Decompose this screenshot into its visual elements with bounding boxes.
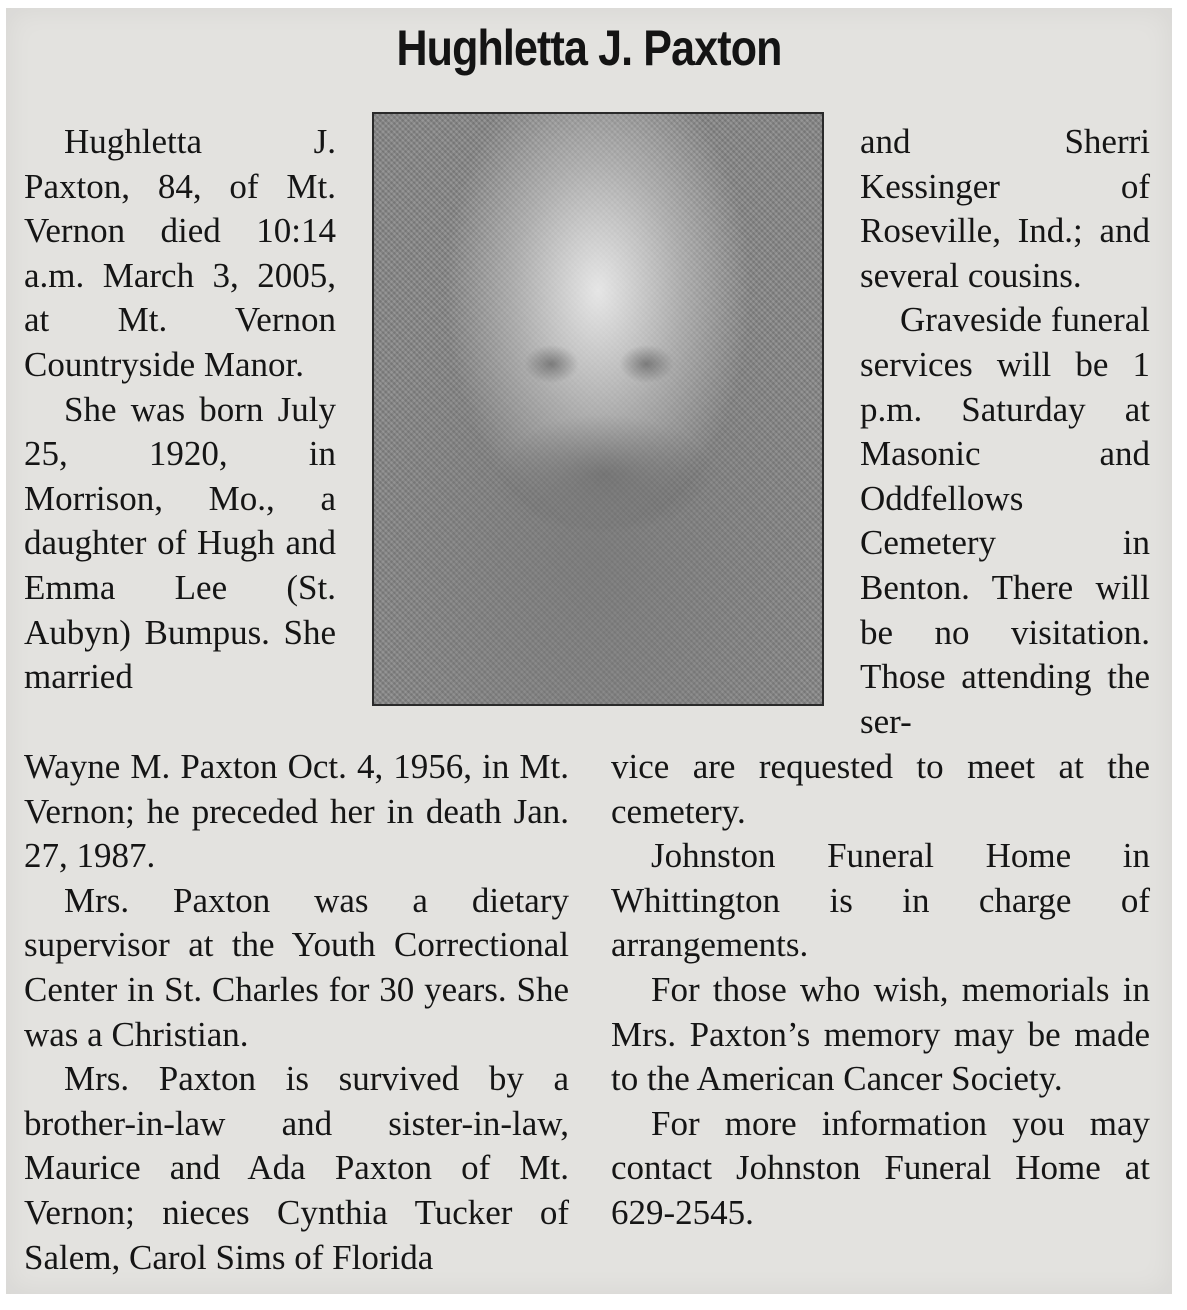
left-column-top — [24, 120, 336, 700]
paragraph-funeral-home: Johnston Funeral Home in Whittington is in charge of arrangements. — [611, 836, 1150, 965]
paragraph-birth: She was born July 25, 1920, in Morrison, Mo., a daughter of Hugh and Emma Lee (St. Aubyn) Bumpus. She married — [24, 389, 336, 697]
photo-eyes-shading — [504, 334, 694, 394]
left-column-bottom — [24, 745, 569, 1280]
obituary-headline: Hughletta J. Paxton — [396, 20, 782, 76]
paragraph-contact: For more information you may contact Johnston Funeral Home at 629-2545. — [611, 1103, 1150, 1232]
paragraph-marriage-continued: Wayne M. Paxton Oct. 4, 1956, in Mt. Vernon; he preceded her in death Jan. 27, 1987. — [24, 747, 569, 876]
right-column-top — [860, 120, 1150, 744]
paragraph-services: Graveside funeral services will be 1 p.m. Saturday at Masonic and Oddfellows Cemetery in Benton. There will be no visitation. Those attending the ser- — [860, 300, 1150, 741]
paragraph-career: Mrs. Paxton was a dietary supervisor at the Youth Correctional Center in St. Charles for 30 years. She was a Christian. — [24, 880, 569, 1054]
paragraph-survivors-continued: and Sherri Kessinger of Roseville, Ind.; and several cousins. — [860, 122, 1150, 295]
paragraph-death-notice: Hughletta J. Paxton, 84, of Mt. Vernon died 10:14 a.m. March 3, 2005, at Mt. Vernon Countryside Manor. — [24, 122, 336, 384]
paragraph-survivors: Mrs. Paxton is survived by a brother-in-law and sister-in-law, Maurice and Ada Paxton of Mt. Vernon; nieces Cynthia Tucker of Salem, Carol Sims of Florida — [24, 1059, 569, 1277]
paragraph-memorials: For those who wish, memorials in Mrs. Paxton’s memory may be made to the American Cancer Society. — [611, 969, 1150, 1099]
photo-face-shading — [494, 414, 714, 534]
right-column-bottom — [611, 745, 1150, 1236]
newspaper-clipping — [6, 8, 1172, 1294]
paragraph-services-continued: vice are requested to meet at the cemetery. — [611, 747, 1150, 831]
portrait-photo — [372, 112, 824, 706]
